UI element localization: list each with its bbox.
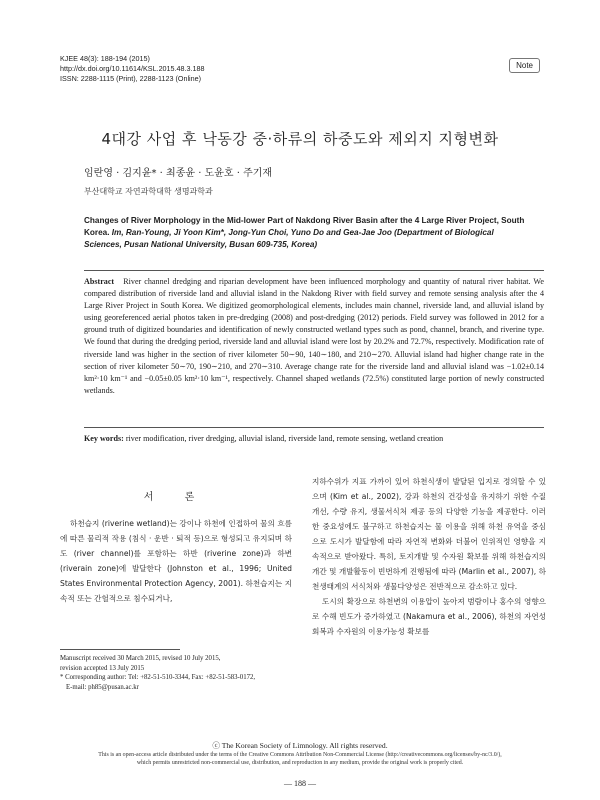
- page-number: — 188 —: [284, 779, 316, 788]
- abstract: [84, 276, 544, 397]
- footnote-corresponding: * Corresponding author: Tel: +82-51-510-3344, Fax: +82-51-583-0172,: [60, 674, 256, 682]
- left-column-paragraph: 하천습지 (riverine wetland)는 강이나 하천에 인접하여 물의 흐름에 따른 물리적 작용 (침식 · 운반 · 퇴적 등)으로 형성되고 유지되며 하도 (river channel)를 포함하는 하반 (riverine zone)과 하변 (riverain zone)에 발달한다 (Johnston et al., 1996; United States Environmental Protection Agency, 2001). 하천습지는 지속적 또는 간헐적으로 침수되거나,: [60, 519, 292, 603]
- footnote: [60, 654, 300, 692]
- keywords-label: Key words:: [84, 434, 124, 443]
- english-title: Changes of River Morphology in the Mid-lower Part of Nakdong River Basin after the 4 Large River Project, South Korea.: [84, 216, 525, 237]
- abstract-text: River channel dredging and riparian development have been influenced morphology and quantity of natural river habitat. We compared distribution of riverside land and alluvial island in the Nakdong River with field survey and remote sensing analysis after the 4 Large River Project in South Korea. We digitized geomorphological elements, includes main channel, riverside land, and alluvial island by using georeferenced aerial photos taken in pre-dredging (2008) and post-dredging (2012) periods. Field survey was followed in 2012 for a ground truth of digitized boundaries and identification of newly constructed wetland types such as pond, channel, branch, and riverine type. We found that during the dredging period, riverside land and alluvial island were lost by 20.2% and 72.7%, respectively. Modification rate of riverside land was higher in the section of river kilometer 50∼90, 140∼180, and 210∼270. Alluvial island had higher change rate in the section of river kilometer 50∼70, 190∼210, and 270∼310. Average change rate for the riverside land and alluvial island was −1.02±0.14 km²·10 km⁻¹ and −0.05±0.05 km²·10 km⁻¹, respectively. Channel shaped wetlands (72.5%) constituted large portion of newly constructed wetlands.: [84, 277, 544, 395]
- left-column: [60, 516, 292, 606]
- footnote-email: E-mail: ph85@pusan.ac.kr: [66, 683, 139, 691]
- right-column-paragraph-2: 도시의 확장으로 하천변의 이용압이 높아져 범람이나 홍수의 영향으로 수해 빈도가 증가하였고 (Nakamura et al., 2006), 하천의 자연성 회복과 수자원의 이용가능성 확보를: [312, 597, 546, 636]
- abstract-bottom-rule: [84, 427, 544, 428]
- english-authors: Im, Ran-Young, Ji Yoon Kim*, Jong-Yun Choi, Yuno Do and Gea-Jae Joo: [111, 228, 392, 237]
- copyright-notice: ⓒ The Korean Society of Limnology. All rights reserved.: [212, 741, 388, 750]
- paper-title-korean: 4대강 사업 후 낙동강 중·하류의 하중도와 제외지 지형변화: [101, 130, 499, 148]
- affiliation-korean: 부산대학교 자연과학대학 생명과학과: [84, 187, 213, 196]
- article-type-badge: Note: [509, 58, 540, 73]
- keywords: [84, 433, 544, 445]
- license-notice: [40, 751, 560, 768]
- right-column-paragraph-1: 지하수위가 지표 가까이 있어 하천식생이 발달된 입지로 정의할 수 있으며 (Kim et al., 2002), 강과 하천의 건강성을 유지하기 위한 수질 개선, 수량 유지, 생물서식처 제공 등의 다양한 기능을 제공한다. 이러한 중요성에도 불구하고 하천습지는 물 이용을 위해 하천 유역을 중심으로 도시가 발달함에 따라 자연적 변화와 더불어 인위적인 영향을 지속적으로 받아왔다. 특히, 토지개발 및 수자원 확보를 위해 하천습지의 개간 및 개발활동이 빈번하게 진행됨에 따라 (Marlin et al., 2007), 하천생태계의 서식처와 생물다양성은 전반적으로 감소하고 있다.: [312, 477, 546, 591]
- journal-info: [60, 54, 205, 84]
- footnote-received: Manuscript received 30 March 2015, revised 10 July 2015,: [60, 655, 221, 662]
- paper-title-english: [84, 215, 532, 251]
- abstract-label: Abstract: [84, 277, 115, 286]
- doi-link[interactable]: http://dx.doi.org/10.11614/KSL.2015.48.3.188: [60, 64, 205, 73]
- footnote-accepted: revision accepted 13 July 2015: [60, 664, 145, 672]
- journal-citation: KJEE 48(3): 188-194 (2015): [60, 54, 150, 63]
- english-affiliation: (Department of Biological Sciences, Pusan National University, Busan 609-735, Korea): [84, 228, 494, 249]
- license-line-2: which permits unrestricted non-commercial use, distribution, and reproduction in any medium, provide the original work is properly cited.: [136, 760, 464, 767]
- authors-korean: 임란영 · 김지윤* · 최종윤 · 도윤호 · 주기재: [84, 168, 273, 179]
- keywords-text: river modification, river dredging, alluvial island, riverside land, remote sensing, wetland creation: [125, 434, 444, 443]
- right-column: [312, 474, 546, 639]
- license-line-1: This is an open-access article distributed under the terms of the Creative Commons Attribution Non-Commercial License (http://creativecommons.org/licenses/by-nc/3.0/),: [98, 752, 502, 758]
- section-heading-introduction: 서 론: [143, 492, 209, 503]
- abstract-top-rule: [84, 270, 544, 271]
- issn: ISSN: 2288-1115 (Print), 2288-1123 (Online): [60, 74, 202, 83]
- footnote-rule: [60, 649, 180, 650]
